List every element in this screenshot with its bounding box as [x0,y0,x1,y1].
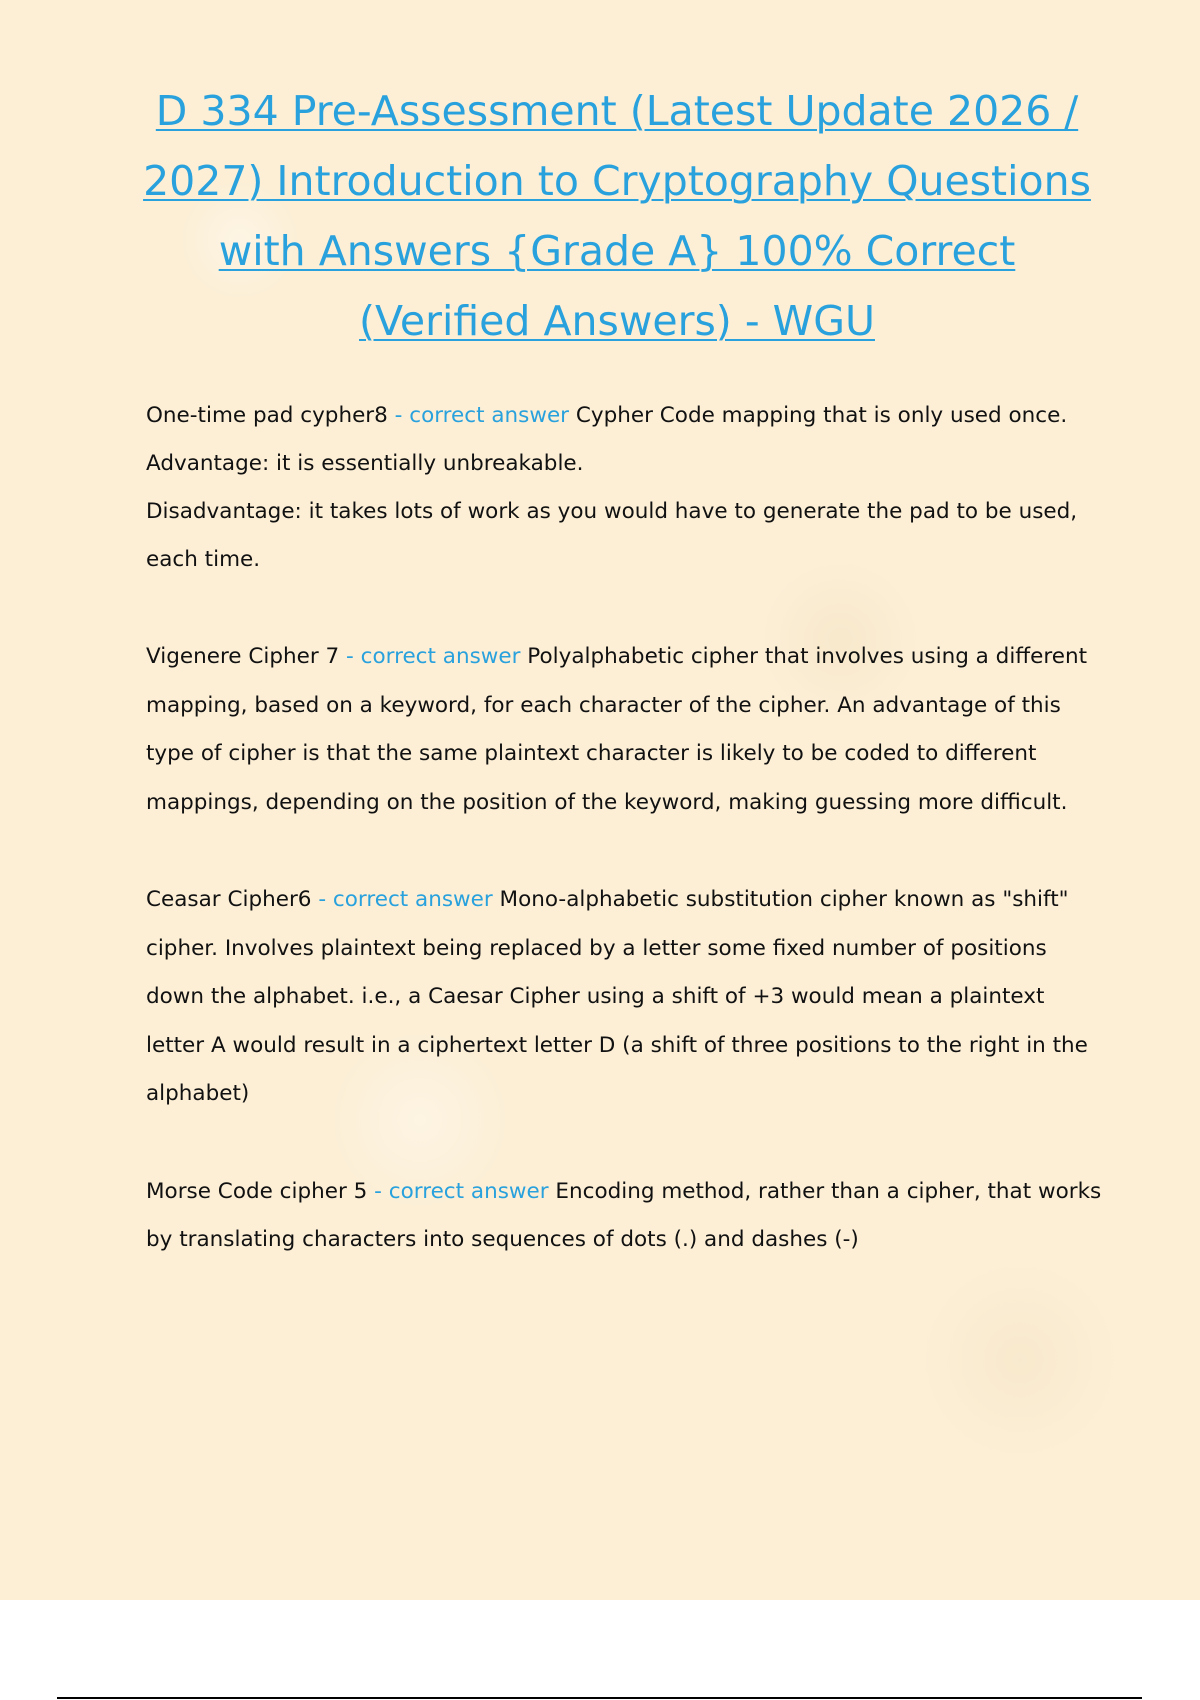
footer-divider [57,1697,1142,1699]
qa-term: Ceasar Cipher6 [146,887,312,912]
qa-item-caesar [146,876,1106,1119]
qa-separator: - [339,644,361,669]
qa-item-morse [146,1168,1106,1265]
qa-answer: Encoding method, rather than a cipher, that works by translating characters into sequences of dots (.) and dashes (-) [146,1178,1102,1252]
correct-answer-label: correct answer [332,887,493,912]
qa-separator: - [387,403,410,428]
correct-answer-label: correct answer [388,1178,549,1204]
qa-term: Morse Code cipher 5 [146,1178,368,1204]
qa-term: One-time pad cypher8 [146,403,388,428]
qa-extra-line: Disadvantage: it takes lots of work as you would have to generate the pad to be used, each time. [146,499,1078,572]
qa-separator: - [311,887,333,912]
qa-separator: - [367,1178,389,1204]
qa-term: Vigenere Cipher 7 [146,644,340,669]
qa-answer: Mono-alphabetic substitution cipher known as "shift" cipher. Involves plaintext being replaced by a letter some fixed number of positions down the alphabet. i.e., a Caesar Cipher using a shift of +3 would mean a plaintext letter A would result in a ciphertext letter D (a shift of three positions to the right in the alphabet) [146,887,1088,1106]
correct-answer-label: correct answer [409,403,570,428]
document-title: D 334 Pre-Assessment (Latest Update 2026 / 2027) Introduction to Cryptography Questions with Answers {Grade A} 100% Correct (Verified Answers) - WGU [143,87,1091,345]
qa-extra-line: Advantage: it is essentially unbreakable. [146,451,584,476]
qa-item-vigenere [146,633,1106,827]
qa-list [146,392,1106,1314]
correct-answer-label: correct answer [360,644,521,669]
qa-answer: Cypher Code mapping that is only used once. [575,403,1068,428]
qa-item-one-time-pad [146,392,1106,584]
qa-answer: Polyalphabetic cipher that involves using a different mapping, based on a keyword, for each character of the cipher. An advantage of this type of cipher is that the same plaintext character is likely to be coded to different mappings, depending on the position of the keyword, making guessing more difficult. [146,644,1087,815]
